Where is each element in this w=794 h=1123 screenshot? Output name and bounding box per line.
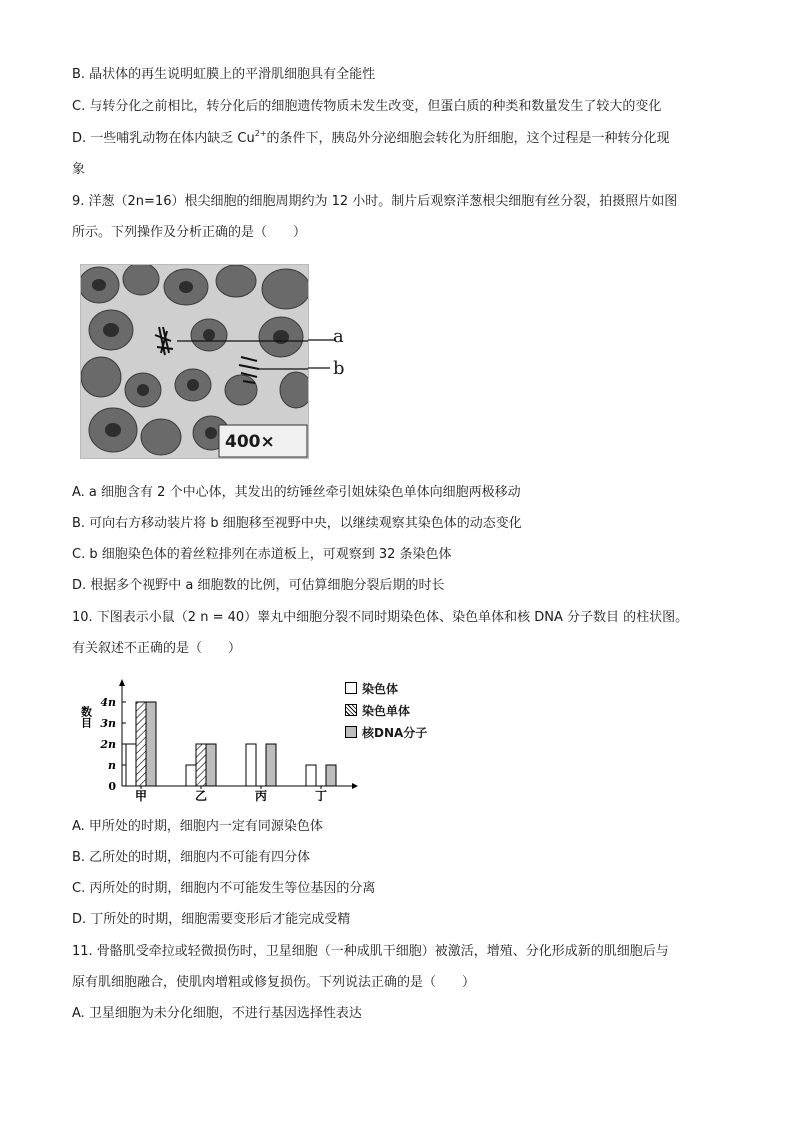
q8-option-b: B. 晶状体的再生说明虹膜上的平滑肌细胞具有全能性 (72, 67, 376, 82)
y-axis-label: 数目 (79, 706, 93, 728)
legend-chromatid (345, 702, 410, 719)
y-axis-arrow (119, 679, 125, 686)
bar (126, 744, 136, 786)
q9-option-a: A. a 细胞含有 2 个中心体，其发出的纺锤丝牵引姐妹染色单体向细胞两极移动 (72, 485, 521, 500)
q10-option-d: D. 丁所处的时期，细胞需要变形后才能完成受精 (72, 912, 351, 927)
y-tick-label: 0 (108, 780, 116, 793)
legend-label-dna: 核DNA分子 (362, 726, 428, 740)
q8-option-d-sup: 2+ (254, 129, 267, 138)
legend-chromosome (345, 680, 398, 697)
q10-option-a: A. 甲所处的时期，细胞内一定有同源染色体 (72, 819, 323, 834)
x-axis-arrow (352, 783, 358, 789)
y-tick-label: n (108, 759, 116, 772)
q10-stem-line2: 有关叙述不正确的是（ ） (72, 641, 242, 656)
y-tick-label: 2n (100, 738, 116, 751)
bar (146, 702, 156, 786)
q11-stem-line2: 原有肌细胞融合，使肌肉增粗或修复损伤。下列说法正确的是（ ） (72, 975, 476, 990)
q10-option-b: B. 乙所处的时期，细胞内不可能有四分体 (72, 850, 311, 865)
q8-option-c: C. 与转分化之前相比，转分化后的细胞遗传物质未发生改变，但蛋白质的种类和数量发生了较大的变化 (72, 99, 662, 114)
q11-option-a: A. 卫星细胞为未分化细胞，不进行基因选择性表达 (72, 1006, 362, 1021)
legend-label-chromatid: 染色单体 (362, 704, 411, 718)
x-tick-label: 乙 (194, 789, 208, 803)
y-tick-label: 3n (100, 717, 116, 730)
x-tick-label: 甲 (134, 789, 148, 803)
bar (196, 744, 206, 786)
legend-swatch-gray (345, 726, 357, 738)
x-tick-label: 丙 (254, 789, 268, 803)
legend-swatch-hatched (345, 704, 357, 716)
q9-stem-line1: 9. 洋葱（2n=16）根尖细胞的细胞周期约为 12 小时。制片后观察洋葱根尖细胞有丝分裂，拍摄照片如图 (72, 194, 678, 209)
q8-option-d (72, 130, 670, 148)
label-b: b (333, 358, 345, 379)
onion-root-tip-micrograph (80, 264, 309, 459)
q10-option-c: C. 丙所处的时期，细胞内不可能发生等位基因的分离 (72, 881, 376, 896)
label-a: a (333, 326, 344, 347)
bar (306, 765, 316, 786)
legend-swatch-white (345, 682, 357, 694)
bar (206, 744, 216, 786)
q8-option-d-pre: D. 一些哺乳动物在体内缺乏 Cu (72, 131, 255, 146)
q11-stem-line1: 11. 骨骼肌受牵拉或轻微损伤时，卫星细胞（一种成肌干细胞）被激活，增殖、分化形成新的肌细胞后与 (72, 944, 669, 959)
q9-option-b: B. 可向右方移动装片将 b 细胞移至视野中央，以继续观察其染色体的动态变化 (72, 516, 522, 531)
q9-option-d: D. 根据多个视野中 a 细胞数的比例，可估算细胞分裂后期的时长 (72, 578, 445, 593)
x-tick-label: 丁 (314, 789, 328, 803)
bar (266, 744, 276, 786)
q9-stem-line2: 所示。下列操作及分析正确的是（ ） (72, 225, 307, 240)
q10-stem-line1: 10. 下图表示小鼠（2 n = 40）睾丸中细胞分裂不同时期染色体、染色单体和核 DNA 分子数目 的柱状图。 (72, 610, 689, 625)
bar-chart (72, 676, 452, 806)
q9-option-c: C. b 细胞染色体的着丝粒排列在赤道板上，可观察到 32 条染色体 (72, 547, 452, 562)
bar (136, 702, 146, 786)
bar (326, 765, 336, 786)
bar (186, 765, 196, 786)
q8-option-d-post: 的条件下，胰岛外分泌细胞会转化为肝细胞，这个过程是一种转分化现 (266, 131, 670, 146)
q8-option-d-continued: 象 (72, 162, 86, 177)
bar (246, 744, 256, 786)
y-tick-label: 4n (100, 696, 116, 709)
legend-label-chromosome: 染色体 (362, 682, 399, 696)
legend-dna (345, 724, 427, 741)
magnification-label: 400× (225, 432, 275, 452)
